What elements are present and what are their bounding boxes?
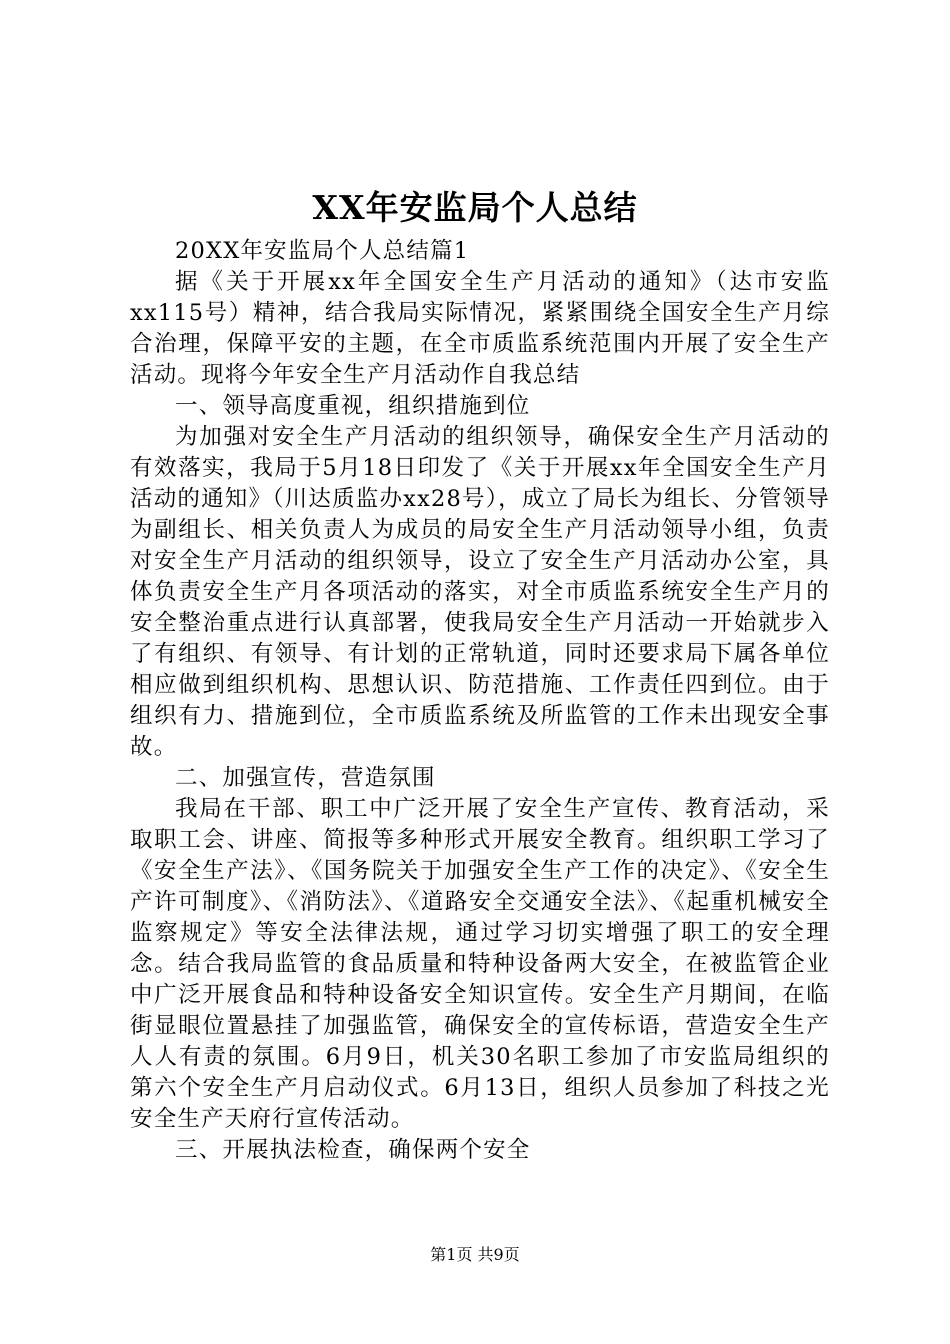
section-heading: 二、加强宣传，营造氛围 — [175, 765, 436, 791]
document-title: XX年安监局个人总结 — [312, 188, 638, 227]
paragraph: 据《关于开展xx年全国安全生产月活动的通知》（达市安监xx115号）精神，结合我局实际情况，紧紧围绕全国安全生产月综合治理，保障平安的主题，在全市质监系统范围内开展了安全生产活动。现将今年安全生产月活动作自我总结 — [130, 269, 830, 388]
page-footer: 第1页 共9页 — [430, 1245, 520, 1264]
section-heading: 三、开展执法检查，确保两个安全 — [175, 1137, 531, 1163]
paragraph: 我局在干部、职工中广泛开展了安全生产宣传、教育活动，采取职工会、讲座、简报等多种形式开展安全教育。组织职工学习了《安全生产法》、《国务院关于加强安全生产工作的决定》、《安全生产许可制度》、《消防法》、《道路安全交通安全法》、《起重机械安全监察规定》等安全法律法规，通过学习切实增强了职工的安全理念。结合我局监管的食品质量和特种设备两大安全，在被监管企业中广泛开展食品和特种设备安全知识宣传。安全生产月期间，在临街显眼位置悬挂了加强监管，确保安全的宣传标语，营造安全生产人人有责的氛围。6月9日，机关30名职工参加了市安监局组织的第六个安全生产月启动仪式。6月13日，组织人员参加了科技之光安全生产天府行宣传活动。 — [130, 796, 830, 1132]
section-heading: 一、领导高度重视，组织措施到位 — [175, 393, 531, 419]
paragraph: 为加强对安全生产月活动的组织领导，确保安全生产月活动的有效落实，我局于5月18日印发了《关于开展xx年全国安全生产月活动的通知》（川达质监办xx28号），成立了局长为组长、分管领导为副组长、相关负责人为成员的局安全生产月活动领导小组，负责对安全生产月活动的组织领导，设立了安全生产月活动办公室，具体负责安全生产月各项活动的落实，对全市质监系统安全生产月的安全整治重点进行认真部署，使我局安全生产月活动一开始就步入了有组织、有领导、有计划的正常轨道，同时还要求局下属各单位相应做到组织机构、思想认识、防范措施、工作责任四到位。由于组织有力、措施到位，全市质监系统及所监管的工作未出现安全事故。 — [130, 424, 830, 760]
document-body — [130, 236, 830, 1166]
section-heading: 20XX年安监局个人总结篇1 — [175, 238, 470, 264]
